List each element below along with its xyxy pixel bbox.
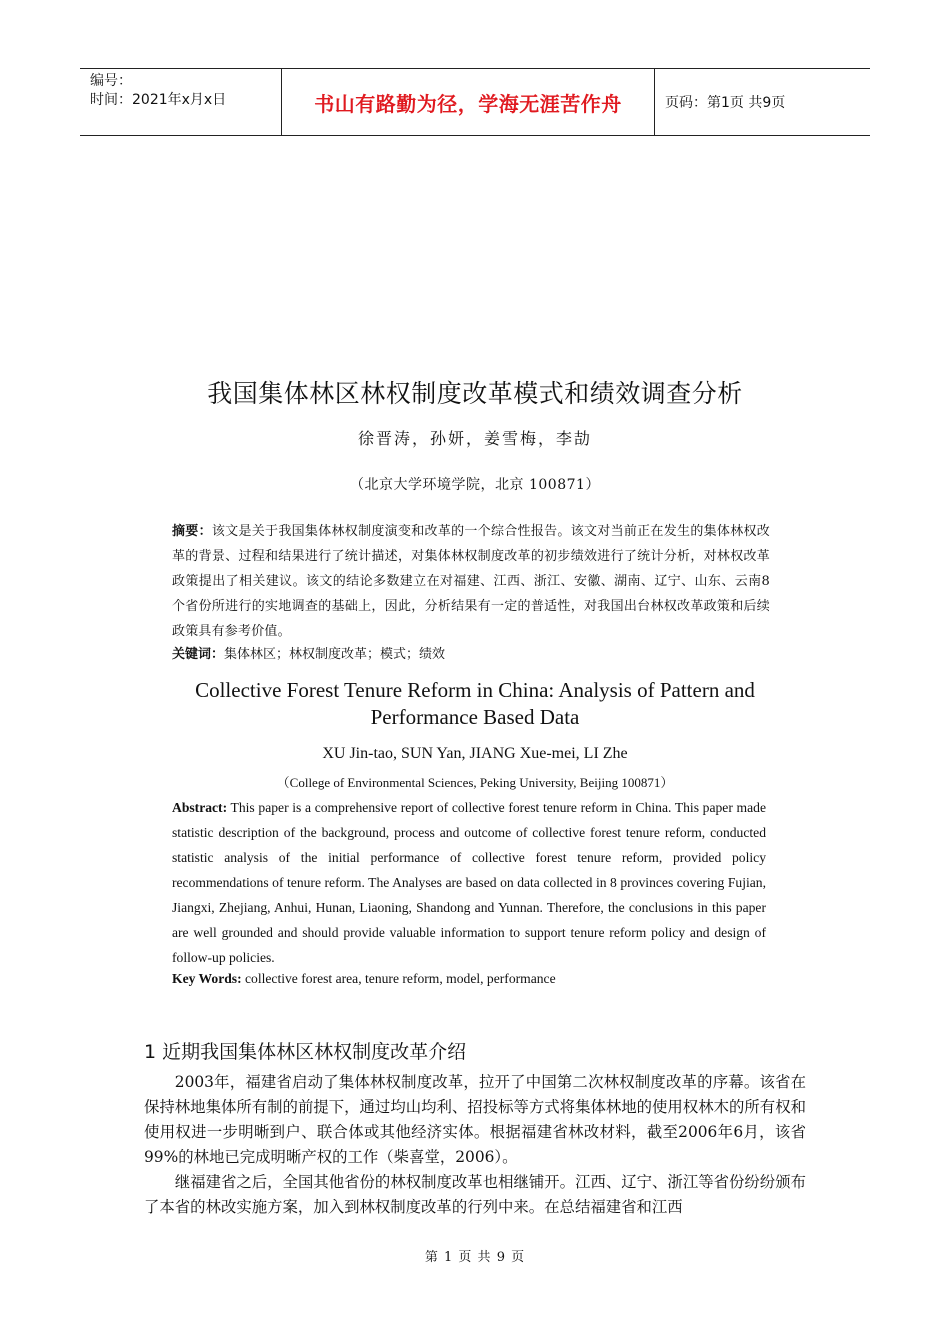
chinese-authors: 徐晋涛，孙妍，姜雪梅，李劼 — [357, 429, 592, 448]
header-page-cell — [655, 69, 870, 135]
chinese-abstract-label: 摘要： — [172, 524, 212, 539]
chinese-keywords — [172, 644, 770, 666]
header-motto-cell — [281, 69, 655, 135]
english-title: Collective Forest Tenure Reform in China: Analysis of Pattern and Performance Based Data — [195, 678, 755, 729]
chinese-title: 我国集体林区林权制度改革模式和绩效调查分析 — [207, 379, 743, 408]
section-1-body — [144, 1070, 806, 1220]
chinese-affiliation: （北京大学环境学院，北京 100871） — [350, 477, 600, 493]
date-label: 时间：2021年x月x日 — [90, 92, 227, 108]
english-authors: XU Jin-tao, SUN Yan, JIANG Xue-mei, LI Zhe — [322, 745, 628, 762]
chinese-abstract — [172, 519, 770, 644]
english-abstract — [172, 795, 766, 970]
serial-number-label: 编号： — [90, 73, 132, 89]
chinese-keywords-label: 关键词： — [172, 647, 225, 662]
english-keywords — [172, 968, 766, 990]
chinese-abstract-text: 该文是关于我国集体林权制度演变和改革的一个综合性报告。该文对当前正在发生的集体林权改革的背景、过程和结果进行了统计描述，对集体林权制度改革的初步绩效进行了统计分析，对林权改革政策提出了相关建议。该文的结论多数建立在对福建、江西、浙江、安徽、湖南、辽宁、山东、云南8个省份所进行的实地调查的基础上，因此，分析结果有一定的普适性，对我国出台林权改革政策和后续政策具有参考价值。 — [172, 524, 770, 639]
body-paragraph: 2003年，福建省启动了集体林权制度改革，拉开了中国第二次林权制度改革的序幕。该省在保持林地集体所有制的前提下，通过均山均利、招投标等方式将集体林地的使用权林木的所有权和使用权进一步明晰到户、联合体或其他经济实体。根据福建省林改材料，截至2006年6月，该省99%的林地已完成明晰产权的工作（柴喜堂，2006）。 — [144, 1073, 806, 1166]
section-1-heading: 1 近期我国集体林区林权制度改革介绍 — [144, 1041, 467, 1063]
header-left-cell — [80, 69, 281, 135]
page-number-label: 页码：第1页 共9页 — [665, 95, 786, 111]
motto-text: 书山有路勤为径，学海无涯苦作舟 — [314, 91, 622, 116]
english-affiliation: （College of Environmental Sciences, Peking University, Beijing 100871） — [276, 775, 674, 790]
english-keywords-text: collective forest area, tenure reform, model, performance — [241, 971, 556, 986]
english-keywords-label: Key Words: — [172, 971, 242, 986]
page-header-table — [80, 68, 870, 136]
body-paragraph: 继福建省之后，全国其他省份的林权制度改革也相继铺开。江西、辽宁、浙江等省份纷纷颁布了本省的林改实施方案，加入到林权制度改革的行列中来。在总结福建省和江西 — [144, 1173, 806, 1216]
page-footer: 第 1 页 共 9 页 — [424, 1250, 526, 1265]
english-abstract-text: This paper is a comprehensive report of collective forest tenure reform in China. This paper made statistic description of the background, process and outcome of collective forest tenure reform, conducted statistic analysis of the initial performance of collective forest tenure reform, provided policy recommendations of tenure reform. The Analyses are based on data collected in 8 provinces covering Fujian, Jiangxi, Zhejiang, Anhui, Hunan, Liaoning, Shandong and Yunnan. Therefore, the conclusions in this paper are well grounded and should provide valuable information to support tenure reform policy and design of follow-up policies. — [172, 800, 766, 965]
chinese-keywords-text: 集体林区；林权制度改革；模式；绩效 — [224, 647, 446, 662]
english-abstract-label: Abstract: — [172, 800, 228, 815]
